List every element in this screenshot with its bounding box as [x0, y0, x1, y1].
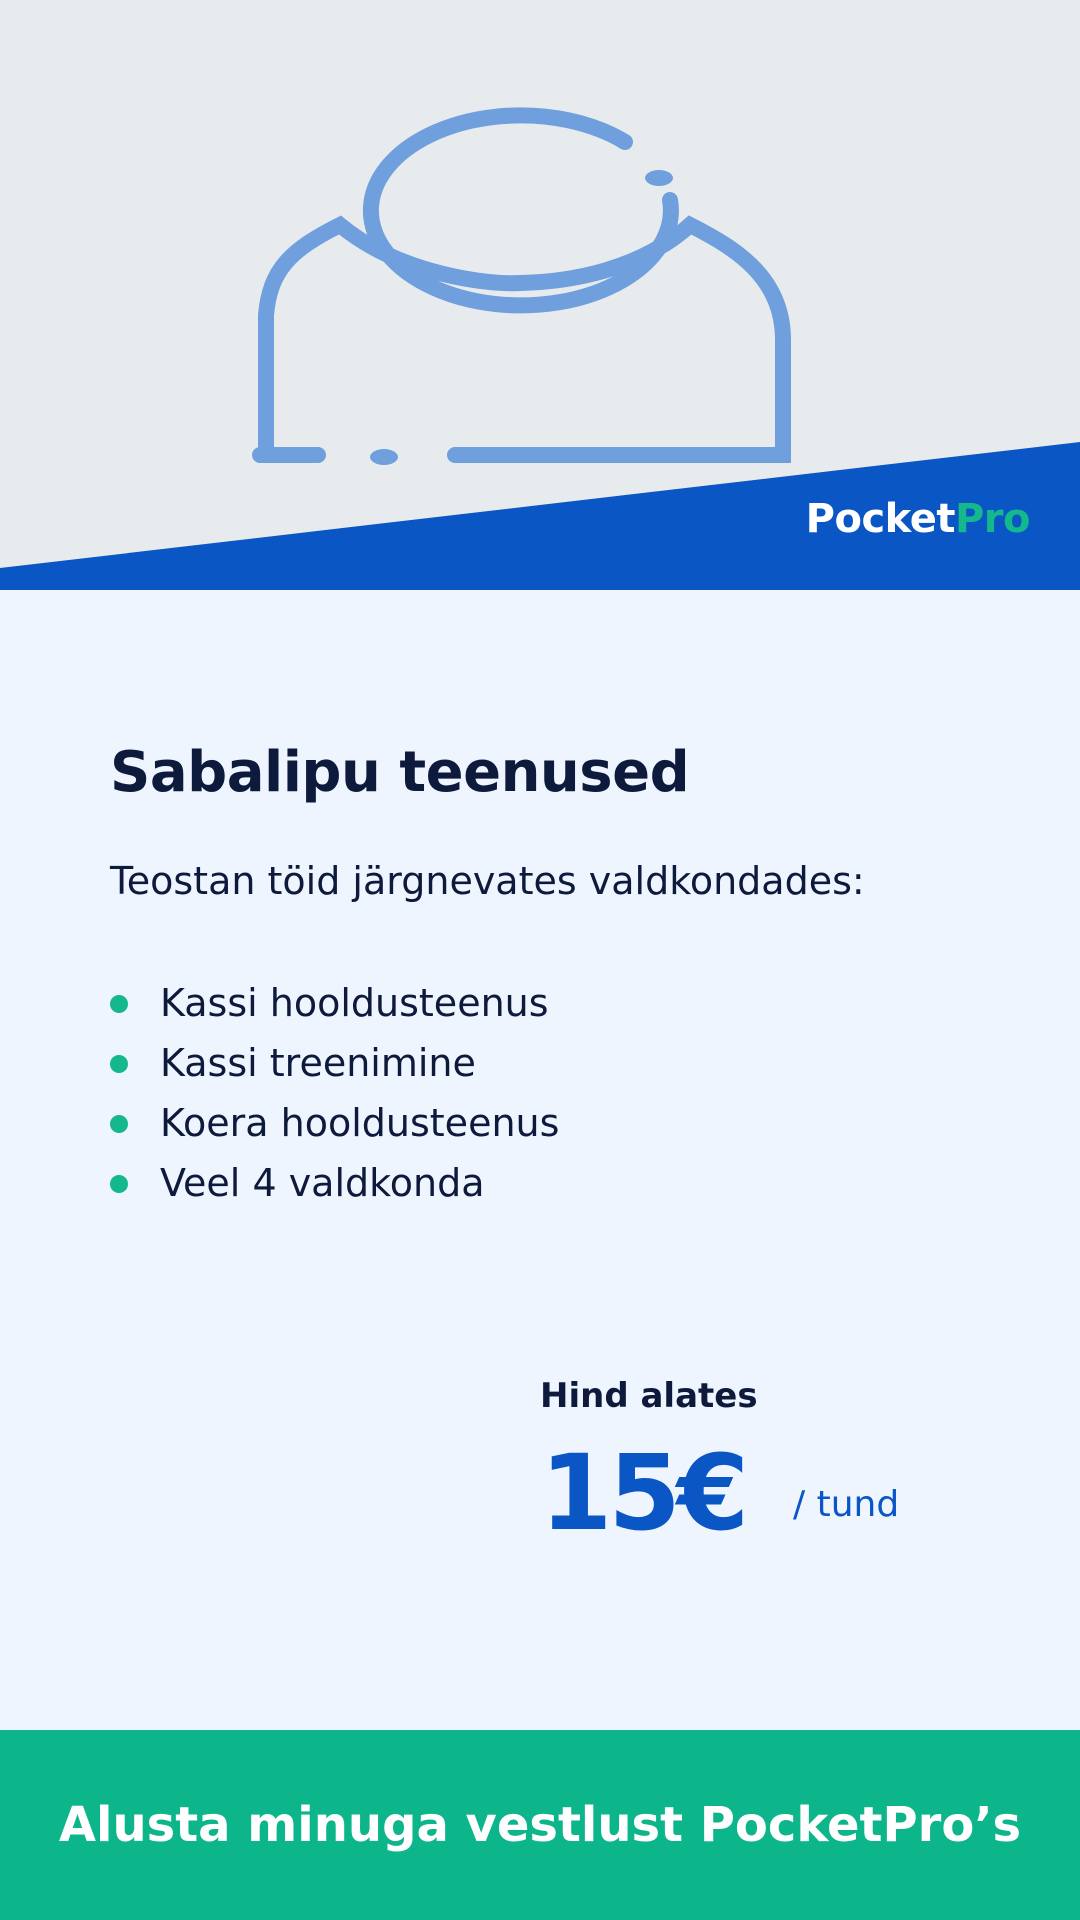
logo-main: Pocket	[805, 496, 955, 542]
start-chat-button[interactable]	[0, 1730, 1080, 1920]
service-card	[110, 740, 990, 1213]
bullet-icon	[110, 1055, 128, 1073]
list-item	[110, 973, 990, 1033]
service-label: Kassi treenimine	[160, 1041, 476, 1085]
service-label: Koera hooldusteenus	[160, 1101, 560, 1145]
hero-banner	[0, 0, 1080, 590]
bullet-icon	[110, 1175, 128, 1193]
intro-text: Teostan töid järgnevates valdkondades:	[110, 859, 865, 903]
services-list	[110, 973, 990, 1213]
pocketpro-logo	[806, 496, 1030, 542]
bullet-icon	[110, 1115, 128, 1133]
service-label: Kassi hooldusteenus	[160, 981, 549, 1025]
price-row	[540, 1432, 1020, 1554]
user-placeholder-icon	[240, 100, 800, 480]
bullet-icon	[110, 995, 128, 1013]
service-label: Veel 4 valdkonda	[160, 1161, 485, 1205]
list-item	[110, 1033, 990, 1093]
price-value: 15€	[540, 1432, 746, 1554]
price-block	[540, 1376, 1020, 1554]
list-item	[110, 1153, 990, 1213]
logo-accent: Pro	[954, 496, 1030, 542]
price-unit: / tund	[793, 1484, 900, 1525]
start-chat-label: Alusta minuga vestlust PocketPro’s	[58, 1797, 1022, 1853]
list-item	[110, 1093, 990, 1153]
price-label: Hind alates	[540, 1376, 758, 1416]
page-title: Sabalipu teenused	[110, 740, 690, 805]
